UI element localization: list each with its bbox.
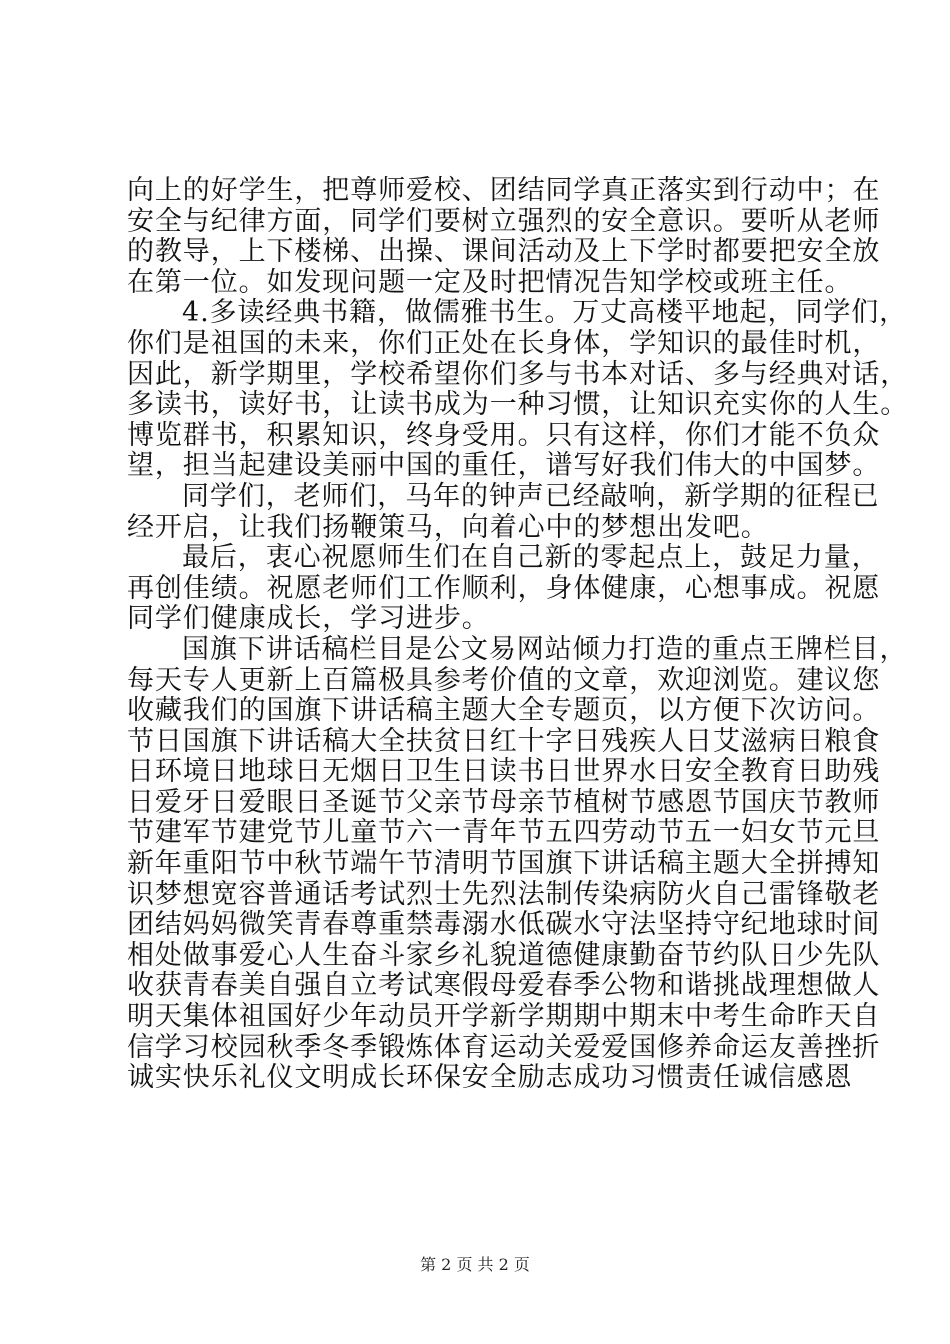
text-line: 博览群书，积累知识，终身受用。只有这样，你们才能不负众 — [127, 419, 881, 451]
text-line: 4.多读经典书籍，做儒雅书生。万丈高楼平地起，同学们， — [182, 297, 908, 329]
text-line: 日爱牙日爱眼日圣诞节父亲节母亲节植树节感恩节国庆节教师 — [127, 786, 881, 818]
text-line: 每天专人更新上百篇极具参考价值的文章，欢迎浏览。建议您 — [127, 664, 881, 696]
document-body — [127, 175, 909, 1094]
text-line: 节日国旗下讲话稿大全扶贫日红十字日残疾人日艾滋病日粮食 — [127, 725, 881, 757]
text-line: 收藏我们的国旗下讲话稿主题大全专题页，以方便下次访问。 — [127, 695, 881, 727]
text-line: 日环境日地球日无烟日卫生日读书日世界水日安全教育日助残 — [127, 756, 881, 788]
page-footer: 第 2 页 共 2 页 — [420, 1255, 530, 1274]
text-line: 诚实快乐礼仪文明成长环保安全励志成功习惯责任诚信感恩 — [127, 1062, 853, 1094]
text-line: 相处做事爱心人生奋斗家乡礼貌道德健康勤奋节约队日少先队 — [127, 939, 881, 971]
text-line: 多读书，读好书，让读书成为一种习惯，让知识充实你的人生。 — [127, 389, 909, 421]
text-line: 明天集体祖国好少年动员开学新学期期中期末中考生命昨天自 — [127, 1001, 881, 1033]
text-line: 在第一位。如发现问题一定及时把情况告知学校或班主任。 — [127, 266, 853, 298]
text-line: 你们是祖国的未来，你们正处在长身体，学知识的最佳时机， — [127, 327, 881, 359]
text-line: 最后，衷心祝愿师生们在自己新的零起点上，鼓足力量， — [182, 542, 880, 574]
text-line: 新年重阳节中秋节端午节清明节国旗下讲话稿主题大全拼搏知 — [127, 848, 881, 880]
text-line: 的教导，上下楼梯、出操、课间活动及上下学时都要把安全放 — [127, 236, 881, 268]
text-line: 团结妈妈微笑青春尊重禁毒溺水低碳水守法坚持守纪地球时间 — [127, 909, 881, 941]
text-line: 收获青春美自强自立考试寒假母爱春季公物和谐挑战理想做人 — [127, 970, 881, 1002]
text-line: 向上的好学生，把尊师爱校、团结同学真正落实到行动中；在 — [127, 175, 881, 206]
text-line: 同学们健康成长，学习进步。 — [127, 603, 490, 635]
text-line: 节建军节建党节儿童节六一青年节五四劳动节五一妇女节元旦 — [127, 817, 881, 849]
text-line: 识梦想宽容普通话考试烈士先烈法制传染病防火自己雷锋敬老 — [127, 878, 881, 910]
text-line: 经开启，让我们扬鞭策马，向着心中的梦想出发吧。 — [127, 511, 769, 543]
text-line: 国旗下讲话稿栏目是公文易网站倾力打造的重点王牌栏目， — [182, 633, 908, 665]
text-line: 信学习校园秋季冬季锻炼体育运动关爱爱国修养命运友善挫折 — [127, 1031, 881, 1063]
text-line: 再创佳绩。祝愿老师们工作顺利，身体健康，心想事成。祝愿 — [127, 572, 881, 604]
text-line: 因此，新学期里，学校希望你们多与书本对话、多与经典对话， — [127, 358, 909, 390]
text-line: 安全与纪律方面，同学们要树立强烈的安全意识。要听从老师 — [127, 205, 881, 237]
text-line: 望，担当起建设美丽中国的重任，谱写好我们伟大的中国梦。 — [127, 450, 881, 482]
text-line: 同学们，老师们，马年的钟声已经敲响，新学期的征程已 — [182, 480, 880, 512]
